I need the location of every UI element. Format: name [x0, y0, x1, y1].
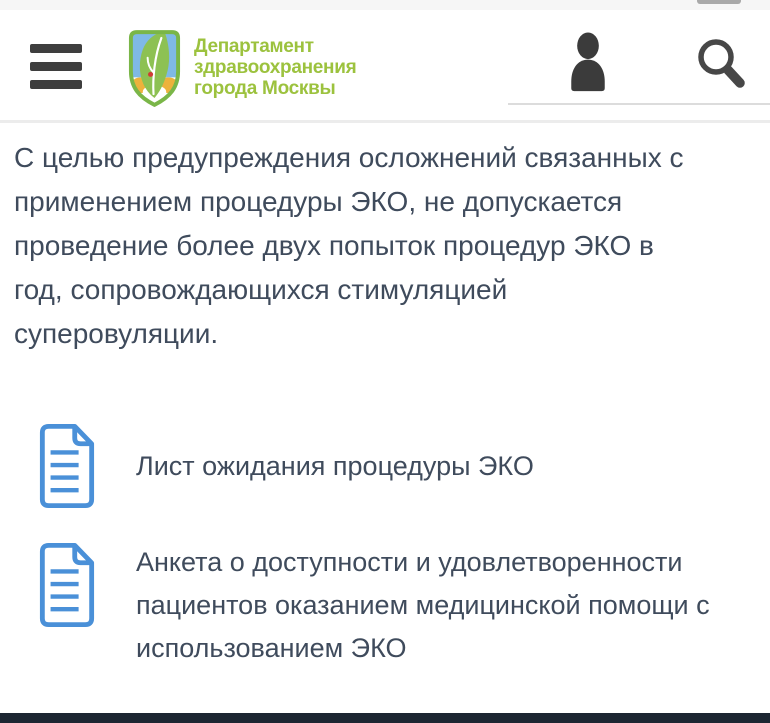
- body-paragraph: С целью предупреждения осложнений связанных с применением процедуры ЭКО, не допускается проведение более двух попыток процедур ЭКО в год, сопровождающихся стимуляцией суперовуляции.: [14, 142, 684, 349]
- header-divider: [508, 103, 770, 105]
- user-icon: [562, 32, 614, 95]
- document-icon: [38, 422, 96, 510]
- site-logo-text: [194, 36, 356, 99]
- header: [0, 0, 770, 123]
- document-links: [0, 422, 770, 670]
- top-strip: [0, 0, 770, 10]
- doc-link-label: Лист ожидания процедуры ЭКО: [136, 450, 534, 481]
- moscow-health-emblem-icon: [126, 27, 183, 108]
- logo-line-2: здравоохранения: [194, 57, 357, 78]
- doc-link-survey[interactable]: [38, 541, 770, 670]
- logo-line-1: Департамент: [194, 36, 314, 57]
- top-scroll-handle: [697, 0, 741, 4]
- search-button[interactable]: [694, 36, 750, 95]
- document-icon: [38, 541, 96, 629]
- doc-link-waiting-list[interactable]: [38, 422, 770, 510]
- search-icon: [694, 36, 750, 95]
- doc-link-label: Анкета о доступности и удовлетворенности пациентов оказанием медицинской помощи с использованием ЭКО: [136, 547, 710, 663]
- site-logo[interactable]: [126, 27, 356, 108]
- user-account-button[interactable]: [562, 32, 614, 95]
- logo-line-3: города Москвы: [194, 78, 336, 99]
- footer-edge: [0, 713, 770, 723]
- main-content: [0, 123, 770, 670]
- hamburger-icon: [30, 44, 82, 53]
- menu-button[interactable]: [30, 44, 82, 89]
